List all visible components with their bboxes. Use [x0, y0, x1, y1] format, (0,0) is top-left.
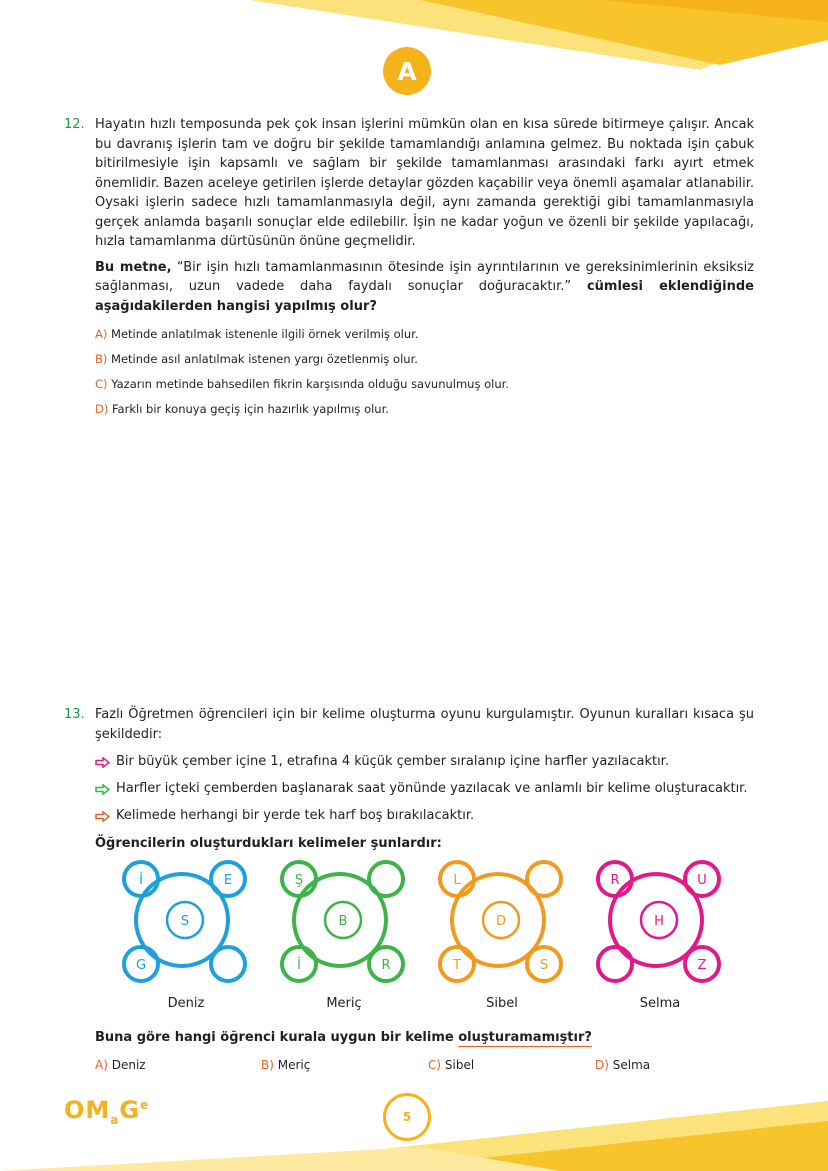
question-paragraph: Hayatın hızlı temposunda pek çok insan işlerini mümkün olan en kısa sürede bitirmeye çalışır. Ancak bu davranış işlerin tam ve doğru bir şekilde tamamlandığı anlamına gelmez. Bu noktada işin çabuk bitirilmesiyle işin kapsamlı ve sağlam bir şekilde tamamlanması arasındaki farkı ayırt etmek önemlidir. Bazen aceleye getirilen işlerde detaylar gözden kaçabilir veya önemli aşamalar atlanabilir. Oysaki işlerin sadece hızlı tamamlanmasıyla değil, aynı zamanda gerektiği gibi tamamlanmasıyla gerçek anlamda başarılı sonuçlar elde edilebilir. İşin ne kadar yoğun ve özenli bir şekilde yapılacağı, hızla tamamlanma dürtüsünün önüne geçmelidir.: [95, 117, 754, 249]
word-diagram-deniz: [117, 858, 247, 988]
option-letter: C): [95, 377, 108, 391]
bottom-right-letter: S: [539, 958, 549, 973]
rule-text: Bir büyük çember içine 1, etrafına 4 küçük çember sıralanıp içine harfler yazılacaktır.: [116, 754, 669, 769]
brand-logo: [64, 1096, 149, 1127]
option-letter: A): [95, 327, 108, 341]
question-stem: [95, 258, 754, 317]
booklet-badge: A: [383, 47, 431, 95]
option-letter: D): [95, 402, 109, 416]
option-text: Yazarın metinde bahsedilen fikrin karşısında olduğu savunulmuş olur.: [111, 377, 509, 391]
word-diagram-meric: [275, 858, 405, 988]
top-right-letter: E: [223, 873, 233, 888]
center-letter: D: [495, 914, 507, 929]
bottom-left-letter: G: [135, 958, 147, 973]
diagram-name: Selma: [639, 996, 681, 1011]
page-number: 5: [383, 1093, 431, 1141]
word-diagram-selma: [591, 858, 721, 988]
bottom-right-letter: R: [381, 958, 391, 973]
stem-quote: “Bir işin hızlı tamamlanmasının ötesinde işin ayrıntılarının ve gereksinimlerinin eksiksiz sağlanması, uzun vadede daha faydalı sonuçlar doğuracaktır.”: [95, 259, 755, 294]
top-left-letter: R: [610, 873, 620, 888]
option-letter: D): [595, 1058, 609, 1072]
option-letter: C): [428, 1058, 442, 1072]
diagram-name: Meriç: [326, 996, 362, 1011]
question-number: 13.: [64, 707, 85, 722]
option-b[interactable]: [95, 352, 754, 366]
option-text: Metinde anlatılmak istenenle ilgili örnek verilmiş olur.: [111, 327, 419, 341]
word-diagram-sibel: [433, 858, 563, 988]
rule-text: Harfler içteki çemberden başlanarak saat yönünde yazılacak ve anlamlı bir kelime oluşturacaktır.: [116, 781, 748, 796]
option-d[interactable]: [95, 402, 754, 416]
question-13: [64, 705, 754, 851]
arrow-right-icon: [95, 784, 110, 795]
stem-bold-end: cümlesi eklendiğinde aşağıdakilerden hangisi yapılmış olur?: [95, 279, 755, 314]
option-c[interactable]: [95, 377, 754, 391]
rule-item: [95, 779, 754, 798]
option-b[interactable]: [261, 1058, 310, 1072]
option-letter: B): [95, 352, 108, 366]
rule-item: [95, 806, 754, 825]
bottom-right-letter: Z: [697, 958, 707, 973]
option-letter: B): [261, 1058, 274, 1072]
prompt-underlined: oluşturamamıştır?: [458, 1030, 592, 1045]
option-a[interactable]: [95, 327, 754, 341]
option-text: Metinde asıl anlatılmak istenen yargı özetlenmiş olur.: [111, 352, 418, 366]
center-letter: B: [338, 914, 348, 929]
bottom-left-letter: T: [453, 958, 461, 973]
stem-bold-start: Bu metne,: [95, 259, 172, 275]
rule-item: [95, 752, 754, 771]
top-left-letter: İ: [139, 873, 143, 888]
options: [95, 327, 754, 416]
diagram-name: Deniz: [167, 996, 205, 1011]
option-text: Meriç: [277, 1058, 311, 1072]
option-d[interactable]: [595, 1058, 650, 1072]
center-letter: S: [180, 914, 190, 929]
question-12: [64, 115, 754, 416]
top-right-letter: U: [697, 873, 707, 888]
diagram-heading: Öğrencilerin oluşturdukları kelimeler şunlardır:: [95, 836, 442, 851]
top-left-letter: Ş: [294, 873, 304, 888]
option-c[interactable]: [428, 1058, 474, 1072]
logo-sup: e: [140, 1098, 150, 1112]
arrow-right-icon: [95, 811, 110, 822]
logo-end: G: [119, 1096, 141, 1124]
option-text: Sibel: [444, 1058, 475, 1072]
question-13-prompt: [95, 1030, 592, 1045]
center-letter: H: [654, 914, 664, 929]
bottom-left-letter: İ: [297, 958, 301, 973]
top-left-letter: L: [453, 873, 461, 888]
prompt-text: Buna göre hangi öğrenci kurala uygun bir kelime: [95, 1030, 459, 1045]
arrow-right-icon: [95, 757, 110, 768]
option-letter: A): [95, 1058, 108, 1072]
question-number: 12.: [64, 117, 85, 132]
logo-sub: a: [110, 1112, 120, 1127]
question-intro: Fazlı Öğretmen öğrencileri için bir kelime oluşturma oyunu kurgulamıştır. Oyunun kuralları kısaca şu şekildedir:: [95, 707, 754, 742]
diagram-name: Sibel: [486, 996, 518, 1011]
word-diagrams: [117, 858, 737, 988]
rule-text: Kelimede herhangi bir yerde tek harf boş bırakılacaktır.: [116, 808, 475, 823]
option-text: Selma: [612, 1058, 651, 1072]
option-text: Deniz: [111, 1058, 146, 1072]
option-a[interactable]: [95, 1058, 146, 1072]
logo-main: OM: [64, 1096, 111, 1124]
option-text: Farklı bir konuya geçiş için hazırlık yapılmış olur.: [112, 402, 389, 416]
